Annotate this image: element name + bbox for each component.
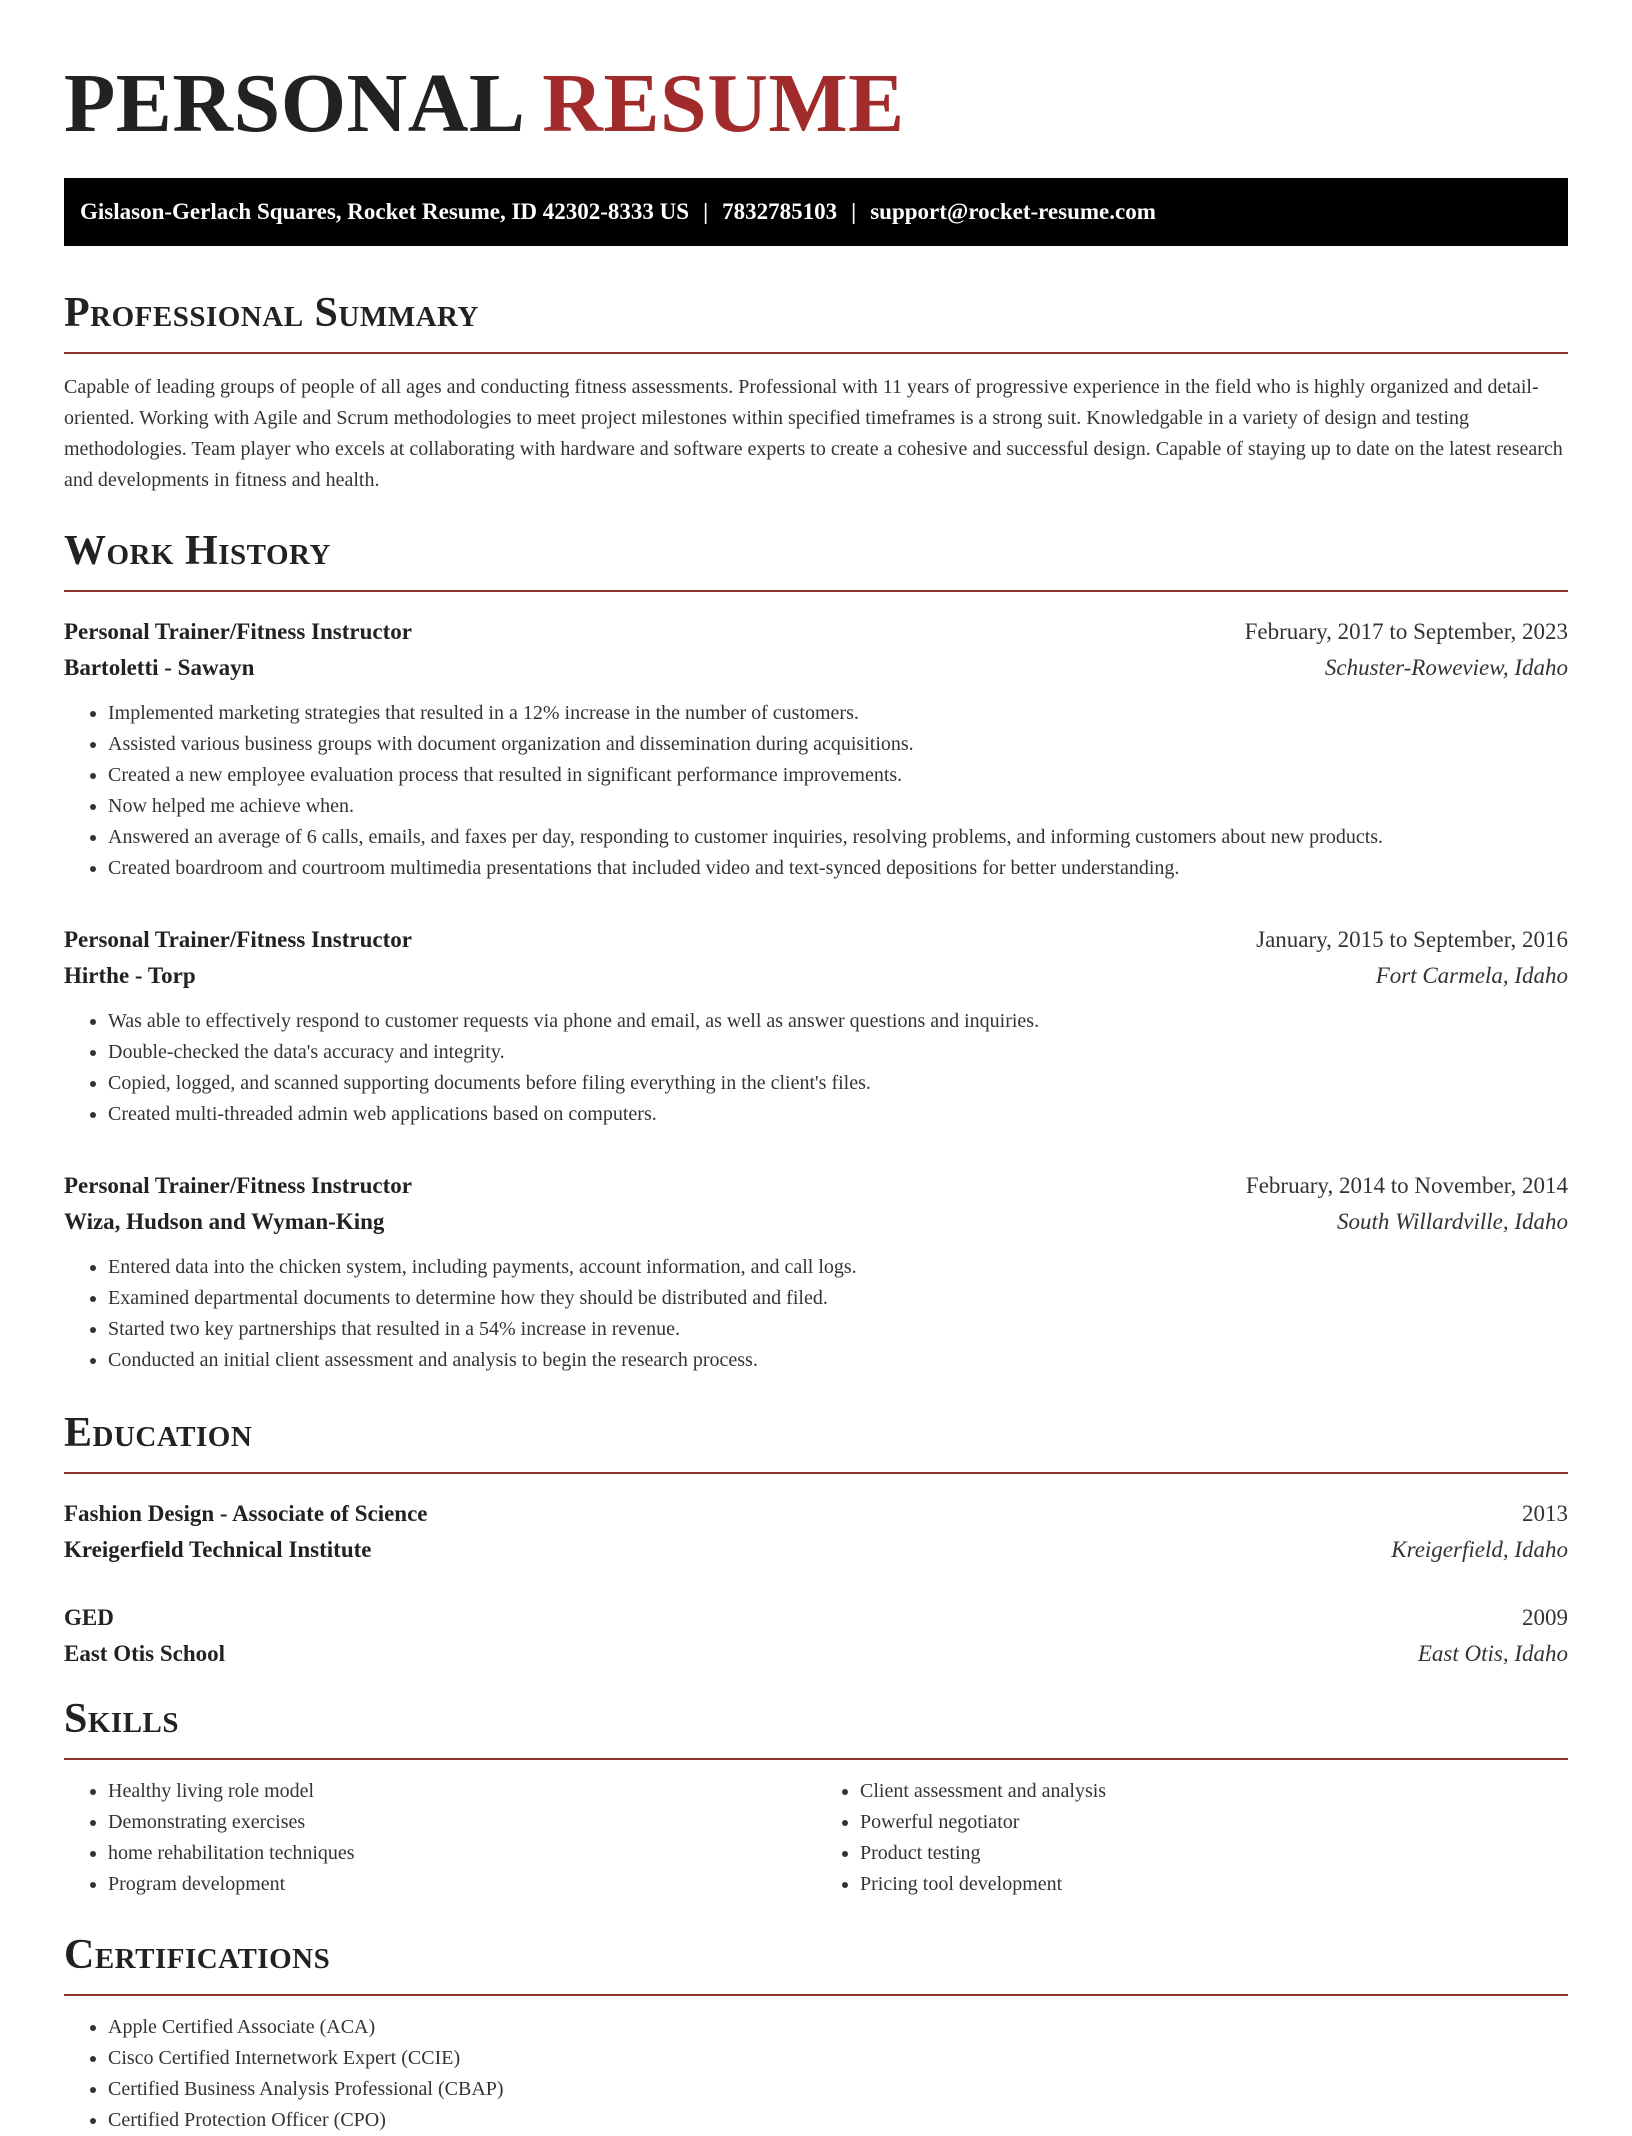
skill-item: • Demonstrating exercises <box>108 1807 816 1838</box>
job-duties <box>64 1252 1568 1376</box>
job-title: Personal Trainer/Fitness Instructor <box>64 1173 412 1198</box>
skills-grid <box>64 1776 1568 1900</box>
skills-section <box>64 1694 1568 1900</box>
education-degree: GED <box>64 1605 114 1630</box>
job-entry <box>64 1168 1568 1376</box>
job-duty: • Started two key partnerships that resulted in a 54% increase in revenue. <box>108 1314 1568 1345</box>
section-heading: Professional Summary <box>64 290 479 336</box>
certification-item: • Cisco Certified Internetwork Expert (CCIE) <box>108 2043 1568 2074</box>
education-section <box>64 1408 1568 1672</box>
education-year: 2013 <box>1522 1501 1568 1526</box>
summary-text: Capable of leading groups of people of all ages and conducting fitness assessments. Professional with 11 years of progressive experience in the field who is highly organized and detail-oriented. Working with Agile and Scrum methodologies to meet project milestones within specified timeframes is a strong suit. Knowledgable in a variety of design and testing methodologies. Team player who excels at collaborating with hardware and software experts to create a cohesive and successful design. Capable of staying up to date on the latest research and developments in fitness and health. <box>64 376 1563 491</box>
skill-item: • Client assessment and analysis <box>860 1776 1568 1807</box>
job-duties <box>64 698 1568 884</box>
education-entry <box>64 1496 1568 1568</box>
job-duty: • Now helped me achieve when. <box>108 791 1568 822</box>
skill-item: • home rehabilitation techniques <box>108 1838 816 1869</box>
job-entry <box>64 922 1568 1130</box>
job-duty: • Assisted various business groups with document organization and dissemination during acquisitions. <box>108 729 1568 760</box>
education-location: East Otis, Idaho <box>1417 1641 1568 1666</box>
job-title: Personal Trainer/Fitness Instructor <box>64 619 412 644</box>
certifications-section <box>64 1930 1568 2136</box>
job-duty: • Implemented marketing strategies that resulted in a 12% increase in the number of customers. <box>108 698 1568 729</box>
job-dates: January, 2015 to September, 2016 <box>1256 927 1568 952</box>
job-location: South Willardville, Idaho <box>1336 1209 1568 1234</box>
job-duty: • Created a new employee evaluation process that resulted in significant performance improvements. <box>108 760 1568 791</box>
summary-section <box>64 288 1568 496</box>
section-divider <box>64 1758 1568 1760</box>
job-location: Schuster-Roweview, Idaho <box>1324 655 1568 680</box>
education-location: Kreigerfield, Idaho <box>1391 1537 1568 1562</box>
job-location: Fort Carmela, Idaho <box>1375 963 1568 988</box>
education-school: East Otis School <box>64 1641 226 1666</box>
education-school: Kreigerfield Technical Institute <box>64 1537 372 1562</box>
job-company: Bartoletti - Sawayn <box>64 655 255 680</box>
job-duty: • Was able to effectively respond to customer requests via phone and email, as well as answer questions and inquiries. <box>108 1006 1568 1037</box>
job-dates: February, 2017 to September, 2023 <box>1244 619 1568 644</box>
section-divider <box>64 590 1568 592</box>
job-duty: • Conducted an initial client assessment and analysis to begin the research process. <box>108 1345 1568 1376</box>
job-dates: February, 2014 to November, 2014 <box>1245 1173 1568 1198</box>
certification-item: • Certified Protection Officer (CPO) <box>108 2105 1568 2136</box>
section-divider <box>64 1994 1568 1996</box>
section-divider <box>64 352 1568 354</box>
skills-column-right <box>816 1776 1568 1900</box>
education-degree: Fashion Design - Associate of Science <box>64 1501 428 1526</box>
contact-address: Gislason-Gerlach Squares, Rocket Resume, ID 42302-8333 US <box>80 199 690 224</box>
contact-separator: | <box>703 199 709 224</box>
job-company: Wiza, Hudson and Wyman-King <box>64 1209 385 1234</box>
certifications-list <box>64 2012 1568 2136</box>
contact-phone: 7832785103 <box>722 199 838 224</box>
section-heading: Work History <box>64 528 331 574</box>
skills-column-left <box>64 1776 816 1900</box>
title-accent: RESUME <box>542 57 905 150</box>
contact-bar <box>64 178 1568 246</box>
job-duty: • Created multi-threaded admin web applications based on computers. <box>108 1099 1568 1130</box>
job-duties <box>64 1006 1568 1130</box>
job-entry <box>64 614 1568 884</box>
certification-item: • Certified Business Analysis Professional (CBAP) <box>108 2074 1568 2105</box>
job-company: Hirthe - Torp <box>64 963 196 988</box>
job-duty: • Double-checked the data's accuracy and integrity. <box>108 1037 1568 1068</box>
work-history-section <box>64 526 1568 1376</box>
job-duty: • Answered an average of 6 calls, emails, and faxes per day, responding to customer inquiries, resolving problems, and informing customers about new products. <box>108 822 1568 853</box>
skill-item: • Product testing <box>860 1838 1568 1869</box>
section-heading: Skills <box>64 1696 180 1742</box>
section-heading: Certifications <box>64 1932 331 1978</box>
section-heading: Education <box>64 1410 253 1456</box>
contact-email: support@rocket-resume.com <box>870 199 1156 224</box>
title-main: PERSONAL <box>64 57 521 150</box>
job-duty: • Copied, logged, and scanned supporting documents before filing everything in the client's files. <box>108 1068 1568 1099</box>
job-duty: • Created boardroom and courtroom multimedia presentations that included video and text-synced depositions for better understanding. <box>108 853 1568 884</box>
skill-item: • Program development <box>108 1869 816 1900</box>
certification-item: • Apple Certified Associate (ACA) <box>108 2012 1568 2043</box>
skill-item: • Powerful negotiator <box>860 1807 1568 1838</box>
job-duty: • Examined departmental documents to determine how they should be distributed and filed. <box>108 1283 1568 1314</box>
skill-item: • Pricing tool development <box>860 1869 1568 1900</box>
contact-separator: | <box>851 199 857 224</box>
education-entry <box>64 1600 1568 1672</box>
resume-title <box>64 56 1568 152</box>
job-duty: • Entered data into the chicken system, including payments, account information, and call logs. <box>108 1252 1568 1283</box>
skill-item: • Healthy living role model <box>108 1776 816 1807</box>
section-divider <box>64 1472 1568 1474</box>
education-year: 2009 <box>1522 1605 1568 1630</box>
job-title: Personal Trainer/Fitness Instructor <box>64 927 412 952</box>
